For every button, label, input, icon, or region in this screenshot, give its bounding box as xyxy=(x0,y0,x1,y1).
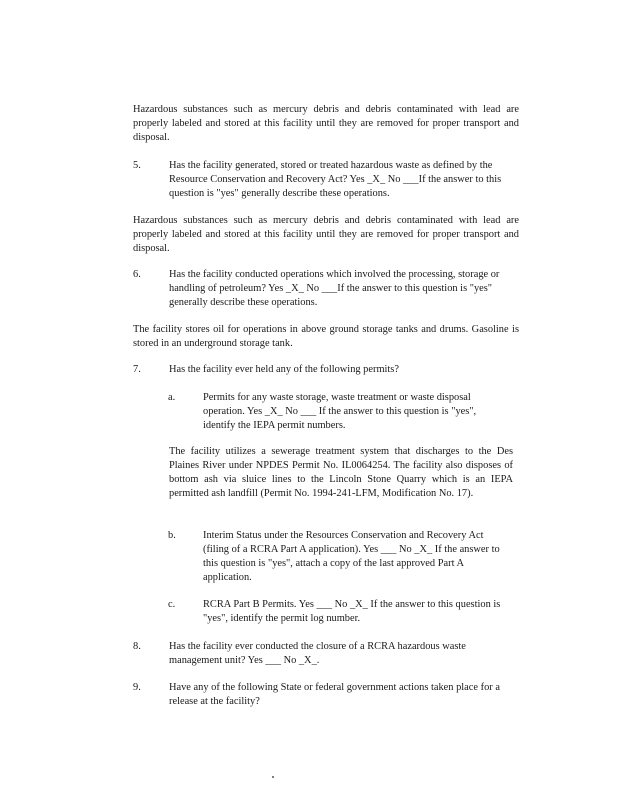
question-8-number: 8. xyxy=(133,641,141,652)
question-9-number: 9. xyxy=(133,682,141,693)
question-7a-text: Permits for any waste storage, waste treatment or waste disposal operation. Yes _X_ No ___ If the answer to this question is "yes", identify the IEPA permit numbers. xyxy=(203,392,477,431)
question-5-text: Has the facility generated, stored or treated hazardous waste as defined by the Resource Conservation and Recovery Act? Yes _X_ No ___If the answer to this question is "yes" generally describe these operations. xyxy=(169,160,502,199)
scan-artifact-dot xyxy=(272,776,274,778)
intro-paragraph: Hazardous substances such as mercury debris and debris contaminated with lead are properly labeled and stored at this facility until they are removed for proper transport and disposal. xyxy=(133,104,519,143)
question-6-text: Has the facility conducted operations which involved the processing, storage or handling of petroleum? Yes _X_ No ___If the answer to this question is "yes" generally describe these operations. xyxy=(169,269,500,308)
question-5-answer: Hazardous substances such as mercury debris and debris contaminated with lead are properly labeled and stored at this facility until they are removed for proper transport and disposal. xyxy=(133,215,519,254)
question-7-number: 7. xyxy=(133,364,141,375)
question-7b-label: b. xyxy=(168,530,176,541)
question-7a-label: a. xyxy=(168,392,176,403)
question-7-text: Has the facility ever held any of the following permits? xyxy=(169,364,399,375)
question-9-text: Have any of the following State or federal government actions taken place for a release at the facility? xyxy=(169,682,500,707)
question-8-text: Has the facility ever conducted the closure of a RCRA hazardous waste management unit? Yes ___ No _X_. xyxy=(169,641,466,666)
question-6-number: 6. xyxy=(133,269,141,280)
question-7a-answer: The facility utilizes a sewerage treatment system that discharges to the Des Plaines River under NPDES Permit No. IL0064254. The facility also disposes of bottom ash via sluice lines to the Lincoln Stone Quarry which is an IEPA permitted ash landfill (Permit No. 1994-241-LFM, Modification No. 17). xyxy=(169,446,513,499)
question-7c-text: RCRA Part B Permits. Yes ___ No _X_ If the answer to this question is "yes", identify the permit log number. xyxy=(203,599,501,624)
question-6-answer: The facility stores oil for operations in above ground storage tanks and drums. Gasoline is stored in an underground storage tank. xyxy=(133,324,519,349)
question-7c-label: c. xyxy=(168,599,176,610)
question-7b-text: Interim Status under the Resources Conservation and Recovery Act (filing of a RCRA Part A application). Yes ___ No _X_ If the answer to this question is "yes", attach a copy of the last approved Part A application. xyxy=(203,530,500,583)
question-5-number: 5. xyxy=(133,160,141,171)
